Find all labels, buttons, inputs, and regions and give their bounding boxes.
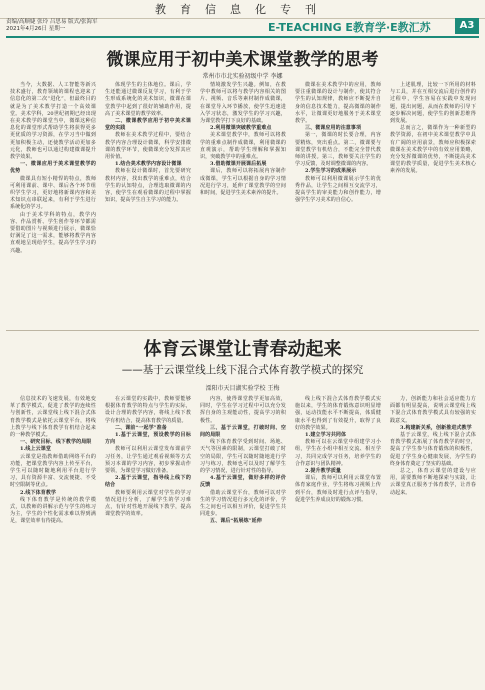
body-paragraph: 线上线下混合式体育教学模式实施以来，学生的体育锻炼意识明显增强，运动技能水平不断提高，体质健康水平也得到了有效提升，取得了良好的教学效果。	[295, 396, 381, 431]
article2-title: 体育云课堂让青春动起来	[143, 339, 342, 360]
article2-col	[105, 396, 191, 518]
article2-byline: 溧阳市天目湖实验学校 王梅	[205, 385, 280, 392]
body-paragraph: 美术课堂教学中，教师可以将教学的重难点制作成微课，利用微课的直观演示，帮助学生理解和掌握知识，突破教学中的重难点。	[200, 132, 286, 161]
body-paragraph: 力，创新能力和社会适应能力方面都有明显提高，说明云课堂线上线下混合式体育教学模式具有较强的实践意义。	[390, 396, 476, 424]
section-heading: 三、微课应用的注意事项	[305, 125, 362, 132]
body-paragraph: 课后，教师可以将拓展内容制作成微课，学生可以根据自身的学习情况进行学习，延伸了课堂教学的空间和时间，促进学生美术素养的提升。	[200, 168, 286, 197]
section-heading: 1.基于云课堂，预设教学的目标方向	[105, 432, 191, 446]
body-paragraph: 云课堂是指教师借助网络平台的功能，把课堂教学内容上传至平台，学生可以随时随地利用平台进行学习，具有资源丰富、交流便捷、不受时空限制等优点。	[10, 453, 96, 489]
article2-subtitle: ——基于云课堂线上线下混合式体育教学模式的探究	[121, 364, 364, 376]
article1-col	[390, 82, 476, 176]
section-heading: 三、基于云课堂，打破时间、空间的局限	[200, 424, 286, 439]
edit-line-staff: 责编/高顺婕 张玲 吕思易 版式/张海军	[6, 19, 98, 25]
section-heading: 一、研究目标、线下教学的局限	[20, 439, 92, 446]
article2-col	[200, 396, 286, 526]
body-paragraph: 总而言之，微课作为一种新型的教学资源，在初中美术课堂教学中具有广阔的应用前景，教师应积极探索微课在美术教学中的有效应用策略，充分发挥微课的优势，不断提高美术课堂的教学质量，促进学生美术核心素养的发展。	[390, 125, 476, 175]
body-paragraph: 课后，教师可以利用云课堂布置体育家庭作业，学生将练习视频上传到平台，教师及时进行点评与指导，促进学生养成良好的锻炼习惯。	[295, 475, 381, 503]
section-heading: 3.构建新关系，创新推进式教学	[400, 424, 472, 431]
brand-label: E-TEACHING E教育学·E教汇苏	[268, 21, 431, 34]
article2-col	[390, 396, 476, 497]
body-paragraph: 微课在美术教学中的应用，教师要注重微课的设计与制作，使其符合学生的认知规律，教师应不断提升自身的信息技术能力，提高微课的制作水平，让微课更好地服务于美术课堂教学。	[295, 82, 381, 125]
article-divider	[6, 330, 479, 331]
edit-info	[6, 19, 116, 33]
article1-byline: 常州市市北实验初级中学 李娜	[202, 73, 283, 80]
body-paragraph: 借助云课堂平台，教师可以对学生的学习情况进行多元化的评价，学生之间也可以相互评价，促进学生共同进步。	[200, 489, 286, 518]
masthead-header	[0, 0, 485, 36]
section-heading: 1.结合美术教学内容设计微课	[115, 161, 182, 168]
section-heading: 2.线下体育教学	[20, 489, 57, 496]
body-paragraph: 教师在美术教学过程中，要结合教学内容合理设计微课，科学安排微课的教学环节，使微课充分发挥其应用价值。	[105, 132, 191, 161]
article1-col	[10, 82, 96, 255]
body-paragraph: 信息技术的飞速发展，有效地变革了教学模式，促进了教学的连续性与创新性，云课堂线上线下混合式体育教学模式是依托云课堂平台，将线上教学与线下体育教学有机结合起来的一种教学模式。	[10, 396, 96, 439]
article2-col	[295, 396, 381, 504]
body-paragraph: 总之，体育云课堂的建设与应用，需要教师不断地探索与实践，让云课堂真正服务于体育教学，让青春动起来。	[390, 468, 476, 496]
body-paragraph: 微课具有短小精悍的特点，教师可利用课前、课中、课后各个环节组织学生学习，更好地将新课内容和美术知识点串联起来，有利于学生进行系统化的学习。	[10, 175, 96, 211]
section-heading: 2.学生学习的成果展示	[305, 168, 357, 175]
body-paragraph: 内容，使得课堂教学更加高效，同时，学生在学习过程中可以充分发挥自身的主观能动性，提高学习的积极性。	[200, 396, 286, 424]
body-paragraph: 教师要利用云课堂对学生的学习情况进行分析，了解学生的学习难点，有针对性地开展线下教学，提高课堂教学的效率。	[105, 489, 191, 518]
section-heading: 五、课后“拓展练”延伸	[210, 518, 262, 525]
edit-line-date: 2021年4月26日 星期一	[6, 26, 66, 32]
article2-body	[10, 396, 476, 686]
body-paragraph: 教师可以在云课堂中组建学习小组，学生在小组中相互交流、相互学习，共同完成学习任务，培养学生的合作意识与团队精神。	[295, 439, 381, 467]
body-paragraph: 第一，微课的时长要合理，内容要精炼，突出重点。第二，微课要与课堂教学有机结合，不能完全替代教师的讲授。第三，教师要关注学生的学习反馈，及时调整微课的内容。	[295, 132, 381, 168]
body-paragraph: 由于美术学科的特点，教学内容、作品赏析、学生创作等环节都需要借助图片与视频进行展示，微课恰好满足了这一需求，能够将教学内容直观地呈现给学生，提高学生学习的兴趣。	[10, 211, 96, 254]
article1-col	[105, 82, 191, 204]
masthead-title: 教育信息化专刊	[155, 3, 330, 16]
body-paragraph: 线下体育教学是传统的教学模式，以教师的讲解示范与学生的练习为主，学生的个性化需求难以得到满足，课堂效率有待提高。	[10, 496, 96, 525]
section-heading: 二、微课教学应用于初中美术课堂的实践	[105, 118, 191, 132]
page-number-badge: A3	[455, 18, 479, 34]
body-paragraph: 当今，大数据、人工智能等新兴技术盛行，教育领域的课程也迎来了信息化的第二次“进化”，但最终目的就是为了美术教学打造一个高效课堂。美术学科，20世纪初期已经出现在美术教学的课堂当中，微课这种信息化的课堂形式帮助学生将获得更多更优质的学习资源，在学习当中做到更加积极主动，还使教学活动更加多元化，教师也可以通过构建微课提升教学效果。	[10, 82, 96, 161]
article2-col	[10, 396, 96, 526]
article1-body	[10, 82, 476, 326]
masthead-strip	[0, 0, 485, 19]
header-rule	[6, 36, 479, 38]
body-paragraph: 教师可以利用微课展示学生的优秀作品，让学生之间相互交流学习，提高学生的审美能力和创作能力，增强学生学习美术的自信心。	[295, 175, 381, 204]
section-heading: 3.借助微课开展课后拓展	[210, 161, 267, 168]
body-paragraph: 情境激发学生兴趣。例如，在教学中教师可以将与教学内容相关的图片、视频、音乐等素材制作成微课，在课堂导入环节播放，使学生迅速进入学习状态，激发学生的学习兴趣，为课堂教学打下良好的基础。	[200, 82, 286, 125]
section-heading: 2.利用微课突破教学重难点	[210, 125, 272, 132]
section-heading: 一、微课应用于美术课堂教学的优势	[10, 161, 96, 175]
body-paragraph: 上述肌理，比较一下所用的材料与工具，并在互相交流后进行创作的过程中，学生容易在实践中发现问题，提出问题，从而在教师的引导下逐步解决问题，使学生的创新思维得到发展。	[390, 82, 476, 125]
article1-col	[295, 82, 381, 204]
body-paragraph: 基于云课堂，线上线下混合式体育教学模式拓展了体育教学的时空，提高了学生参与体育锻炼的积极性，促进了学生身心健康发展，为学生的终身体育奠定了坚实的基础。	[390, 432, 476, 467]
section-heading: 1.线上云课堂	[20, 446, 51, 453]
section-heading: 4.基于云课堂，做好多样的评价反馈	[200, 475, 286, 489]
article1-title: 微课应用于初中美术课堂教学的思考	[106, 50, 379, 70]
article1-col	[200, 82, 286, 197]
body-paragraph: 线下体育教学受到时间、场地、天气等因素的限制，云课堂打破了时空的局限，学生可以随时随地进行学习与练习，教师也可以及时了解学生的学习情况，进行针对性的指导。	[200, 439, 286, 475]
section-heading: 2.提升教学质量	[305, 468, 342, 475]
body-paragraph: 在云课堂的实践中，教师要能够根据体育教学的特点与学生的实际，设计合理的教学内容，将线上线下教学有机结合，提高体育教学的质量。	[105, 396, 191, 424]
body-paragraph: 教师可以利用云课堂发布课前学习任务，让学生通过观看视频等方式预习本课的学习内容，初步掌握动作要领，为课堂学习做好准备。	[105, 446, 191, 475]
section-heading: 2.基于云课堂，指导线上线下的结合	[105, 475, 191, 489]
body-paragraph: 体现学生的主体地位。课后，学生还能通过微课反复学习，有利于学生形成系统化的美术知识，微课在课堂教学中起到了很好的辅助作用，提高了美术课堂的教学效率。	[105, 82, 191, 117]
body-paragraph: 教师在设计微课时，首先要研究教材内容，找出教学的重难点，结合学生的认知特点，合理选取微课的内容，使学生在观看微课的过程中掌握知识，提高学生自主学习的能力。	[105, 168, 191, 204]
section-heading: 1.建立学习共同体	[305, 432, 347, 439]
section-heading: 二、课前“一起学”准备	[115, 424, 167, 431]
